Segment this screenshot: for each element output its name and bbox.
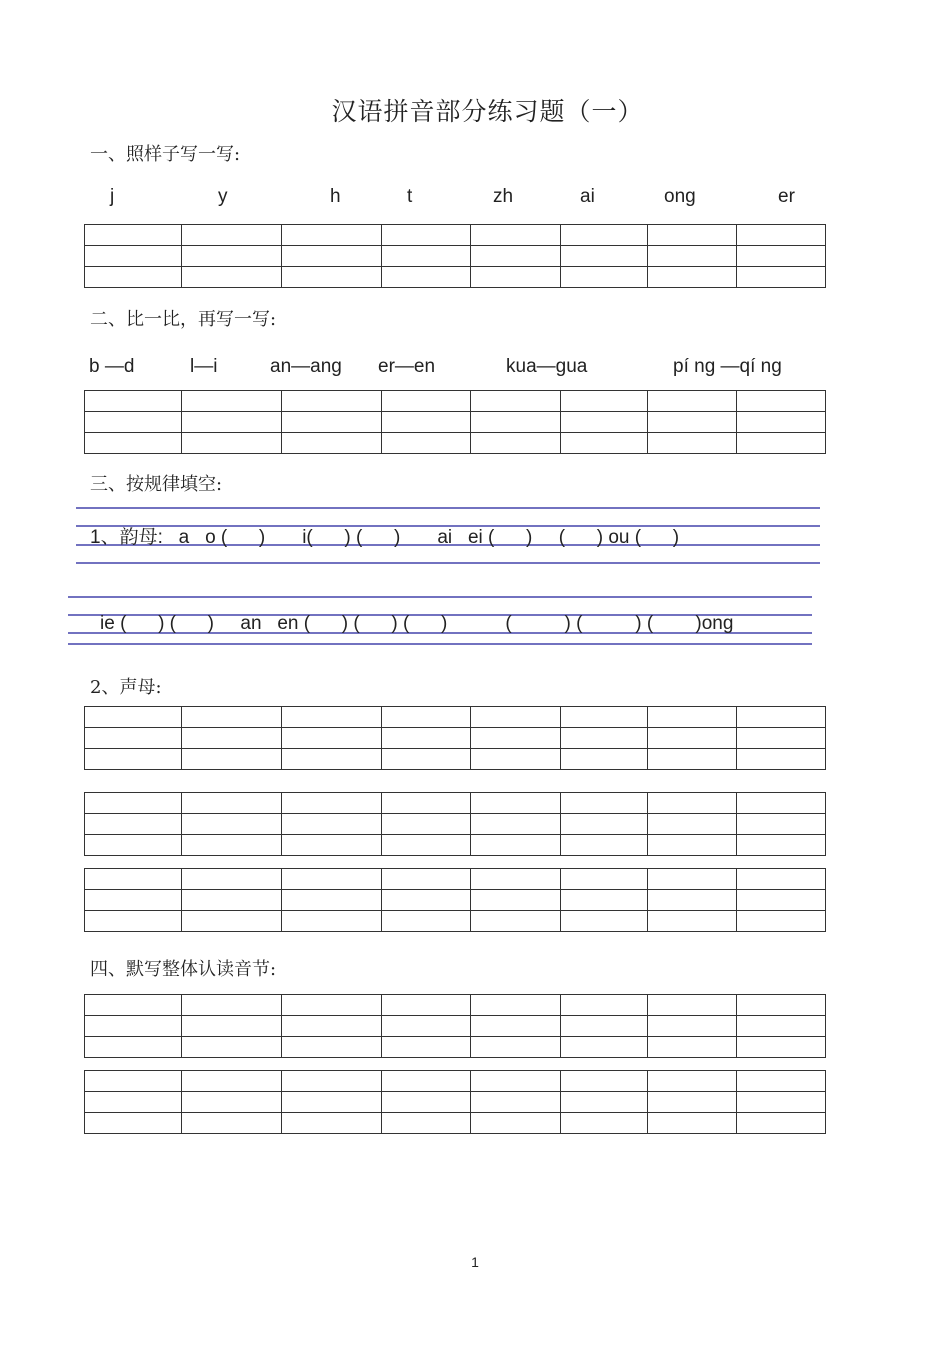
section1-heading: 一、照样子写一写: <box>90 144 241 165</box>
writing-grid <box>84 792 826 856</box>
pinyin-pair: kua—gua <box>506 356 588 377</box>
pinyin-pair: pí ng —qí ng <box>673 356 782 377</box>
writing-grid <box>84 706 826 770</box>
section3-heading: 三、按规律填空: <box>90 474 223 495</box>
subsection-initials-heading: 2、声母: <box>90 677 162 698</box>
pinyin-pair: l—i <box>190 356 218 377</box>
writing-grid <box>84 994 826 1058</box>
writing-grid <box>84 868 826 932</box>
pinyin-letter: h <box>330 186 341 207</box>
fill-in-line-finals: 1、韵母: a o ( ) i( ) ( ) ai ei ( ) ( ) ou ( ) <box>90 527 680 548</box>
staff-line <box>68 643 812 645</box>
staff-line <box>76 562 820 564</box>
pinyin-pair: an—ang <box>270 356 342 377</box>
pinyin-letter: er <box>778 186 795 207</box>
fill-in-line-finals-2: ie ( ) ( ) an en ( ) ( ) ( ) ( ) ( ) ( )ong <box>100 613 734 634</box>
page-number: 1 <box>471 1254 479 1270</box>
section2-heading: 二、比一比，再写一写: <box>90 309 277 330</box>
pinyin-letter: y <box>218 186 228 207</box>
page-title: 汉语拼音部分练习题（一） <box>331 97 644 126</box>
pinyin-letter: j <box>110 186 115 207</box>
pinyin-pair: b —d <box>89 356 135 377</box>
pinyin-letter: t <box>407 186 413 207</box>
staff-line <box>76 507 820 509</box>
pinyin-letter: zh <box>493 186 514 207</box>
writing-grid <box>84 1070 826 1134</box>
writing-grid <box>84 224 826 288</box>
section4-heading: 四、默写整体认读音节: <box>90 959 277 980</box>
pinyin-letter: ong <box>664 186 696 207</box>
staff-line <box>68 596 812 598</box>
pinyin-letter: ai <box>580 186 595 207</box>
pinyin-pair: er—en <box>378 356 436 377</box>
writing-grid <box>84 390 826 454</box>
